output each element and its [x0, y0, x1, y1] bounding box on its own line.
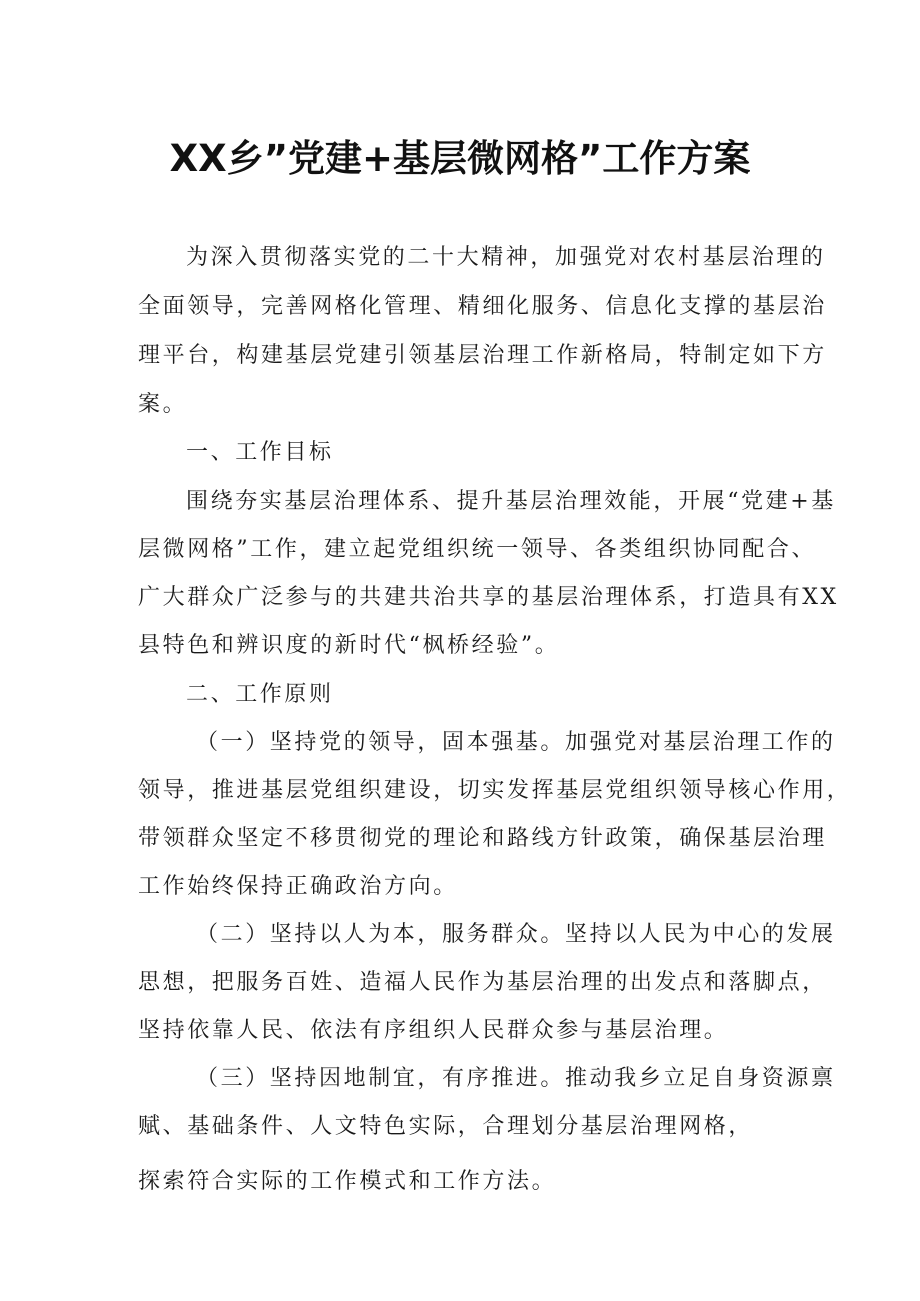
section-heading: 一、工作目标: [186, 440, 334, 465]
paragraph-line: 赋、基础条件、人文特色实际，合理划分基层治理网格，: [138, 1114, 754, 1139]
paragraph-line: 理平台，构建基层党建引领基层治理工作新格局，特制定如下方: [138, 343, 827, 368]
paragraph-line: （一）坚持党的领导，固本强基。加强党对基层治理工作的: [196, 730, 836, 755]
paragraph-line: 案。: [138, 392, 188, 417]
paragraph-line: 为深入贯彻落实党的二十大精神，加强党对农村基层治理的: [186, 245, 826, 270]
paragraph-line: 探索符合实际的工作模式和工作方法。: [138, 1169, 557, 1194]
paragraph-line: 县特色和辨识度的新时代“枫桥经验”。: [138, 633, 560, 658]
paragraph-line: 带领群众坚定不移贯彻党的理论和路线方针政策，确保基层治理: [138, 826, 827, 851]
paragraph-line: 广大群众广泛参与的共建共治共享的基层治理体系，打造具有XX: [138, 585, 839, 610]
paragraph-line: 全面领导，完善网格化管理、精细化服务、信息化支撑的基层治: [138, 294, 827, 319]
paragraph-line: 层微网格”工作，建立起党组织统一领导、各类组织协同配合、: [138, 537, 817, 562]
paragraph-line: 思想，把服务百姓、造福人民作为基层治理的出发点和落脚点，: [138, 970, 827, 995]
section-heading: 二、工作原则: [186, 682, 334, 707]
paragraph-line: 工作始终保持正确政治方向。: [138, 874, 458, 899]
paragraph-line: 领导，推进基层党组织建设，切实发挥基层党组织领导核心作用，: [138, 778, 852, 803]
paragraph-line: （二）坚持以人为本，服务群众。坚持以人民为中心的发展: [196, 922, 836, 947]
paragraph-line: 围绕夯实基层治理体系、提升基层治理效能，开展“党建+基: [186, 489, 836, 514]
document-title: XX乡”党建+基层微网格”工作方案: [169, 137, 751, 180]
paragraph-line: （三）坚持因地制宜，有序推进。推动我乡立足自身资源禀: [196, 1066, 836, 1091]
paragraph-line: 坚持依靠人民、依法有序组织人民群众参与基层治理。: [138, 1018, 729, 1043]
